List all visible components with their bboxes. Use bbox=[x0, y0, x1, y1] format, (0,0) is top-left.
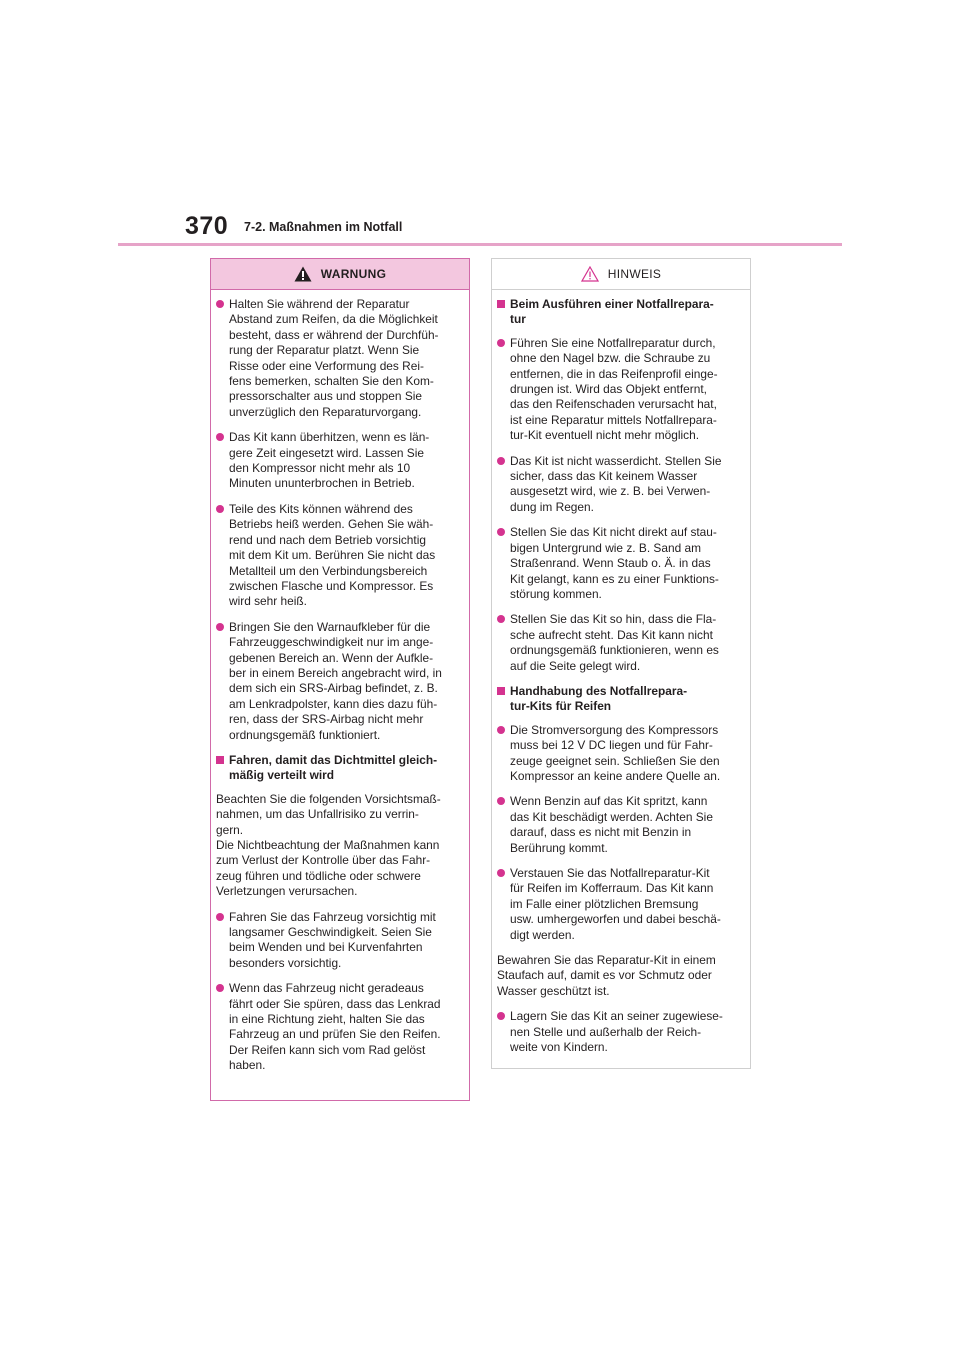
warning-bullet-item: Halten Sie während der Reparatur Abstand zum Reifen, da die Möglichkeit besteht, dass er während der Durchfüh- rung der Reparatur platzt. Wenn Sie Risse oder eine Verformung des Rei- fens bemerken, schalten Sie den Kom- pressorschalter aus und stoppen Sie unverzüglich den Reparaturvorgang. bbox=[216, 297, 457, 420]
notice-bullet-item: Führen Sie eine Notfallreparatur durch, ohne den Nagel bzw. die Schraube zu entfernen, die in das Reifenprofil einge- drungen ist. Wird das Objekt entfernt, das den Reifenschaden verursacht hat, ist eine Reparatur mittels Notfallrepara- tur-Kit eventuell nicht mehr möglich. bbox=[497, 336, 738, 444]
notice-bullet-item: Die Stromversorgung des Kompressors muss bei 12 V DC liegen und für Fahr- zeuge geeignet sein. Schließen Sie den Kompressor an keine andere Quelle an. bbox=[497, 723, 738, 785]
notice-bullet-item: Das Kit ist nicht wasserdicht. Stellen Sie sicher, dass das Kit keinem Wasser ausgesetzt wird, wie z. B. bei Verwen- dung im Regen. bbox=[497, 454, 738, 516]
notice-body bbox=[492, 290, 750, 1055]
warning-bullet-item: Fahren Sie das Fahrzeug vorsichtig mit langsamer Geschwindigkeit. Seien Sie beim Wenden und bei Kurvenfahrten besonders vorsichtig. bbox=[216, 910, 457, 972]
notice-header bbox=[492, 259, 750, 290]
notice-subheading: Handhabung des Notfallrepara- tur-Kits für Reifen bbox=[497, 684, 738, 715]
notice-bullet-item: Lagern Sie das Kit an seiner zugewiese- nen Stelle und außerhalb der Reich- weite von Kindern. bbox=[497, 1009, 738, 1055]
warning-triangle-icon bbox=[294, 266, 312, 282]
warning-bullet-item: Das Kit kann überhitzen, wenn es län- gere Zeit eingesetzt wird. Lassen Sie den Kompressor nicht mehr als 10 Minuten ununterbrochen in Betrieb. bbox=[216, 430, 457, 492]
warning-box bbox=[210, 258, 470, 1101]
warning-header bbox=[211, 259, 469, 290]
warning-bullet-item: Bringen Sie den Warnaufkleber für die Fahrzeuggeschwindigkeit nur im ange- gebenen Bereich an. Wenn der Aufkle- ber in einem Bereich angebracht wird, in dem sich ein SRS-Airbag befindet, z. B. am Lenkradpolster, kann dies dazu füh- ren, dass der SRS-Airbag nicht mehr ordnungsgemäß funktioniert. bbox=[216, 620, 457, 743]
notice-bullet-item: Stellen Sie das Kit so hin, dass die Fla- sche aufrecht steht. Das Kit kann nicht ordnungsgemäß funktionieren, wenn es auf die Seite gelegt wird. bbox=[497, 612, 738, 674]
notice-bullet-item: Verstauen Sie das Notfallreparatur-Kit für Reifen im Kofferraum. Das Kit kann im Falle einer plötzlichen Bremsung usw. umhergeworfen und dabei beschä- digt werden. bbox=[497, 866, 738, 943]
warning-bullet-item: Wenn das Fahrzeug nicht geradeaus fährt oder Sie spüren, dass das Lenkrad in eine Richtung zieht, halten Sie das Fahrzeug an und prüfen Sie den Reifen. Der Reifen kann sich vom Rad gelöst haben. bbox=[216, 981, 457, 1073]
notice-box bbox=[491, 258, 751, 1069]
section-title: 7-2. Maßnahmen im Notfall bbox=[244, 220, 403, 234]
notice-paragraph: Bewahren Sie das Reparatur-Kit in einem Staufach auf, damit es vor Schmutz oder Wasser geschützt ist. bbox=[497, 953, 716, 998]
warning-paragraph: Beachten Sie die folgenden Vorsichtsmaß- nahmen, um das Unfallrisiko zu verrin- gern. Die Nichtbeachtung der Maßnahmen kann zum Verlust der Kontrolle über das Fahr- zeug führen und tödliche oder schwere Verletzungen verursachen. bbox=[216, 791, 441, 899]
warning-body bbox=[211, 290, 469, 1074]
warning-bullet-item: Teile des Kits können während des Betriebs heiß werden. Gehen Sie wäh- rend und nach dem Betrieb vorsichtig mit dem Kit um. Berühren Sie nicht das Metallteil um den Verbindungsbereich zwischen Flasche und Kompressor. Es wird sehr heiß. bbox=[216, 502, 457, 610]
caution-triangle-icon bbox=[581, 266, 599, 282]
warning-title: WARNUNG bbox=[320, 267, 387, 281]
page-number: 370 bbox=[185, 212, 229, 240]
notice-bullet-item: Wenn Benzin auf das Kit spritzt, kann das Kit beschädigt werden. Achten Sie darauf, dass es nicht mit Benzin in Berührung kommt. bbox=[497, 794, 738, 856]
warning-subheading: Fahren, damit das Dichtmittel gleich- mäßig verteilt wird bbox=[216, 753, 457, 784]
notice-title: HINWEIS bbox=[607, 267, 662, 281]
header-rule bbox=[118, 243, 842, 246]
notice-subheading: Beim Ausführen einer Notfallrepara- tur bbox=[497, 297, 738, 328]
notice-bullet-item: Stellen Sie das Kit nicht direkt auf stau- bigen Untergrund wie z. B. Sand am Straßenrand. Wenn Staub o. Ä. in das Kit gelangt, kann es zu einer Funktions- störung kommen. bbox=[497, 525, 738, 602]
